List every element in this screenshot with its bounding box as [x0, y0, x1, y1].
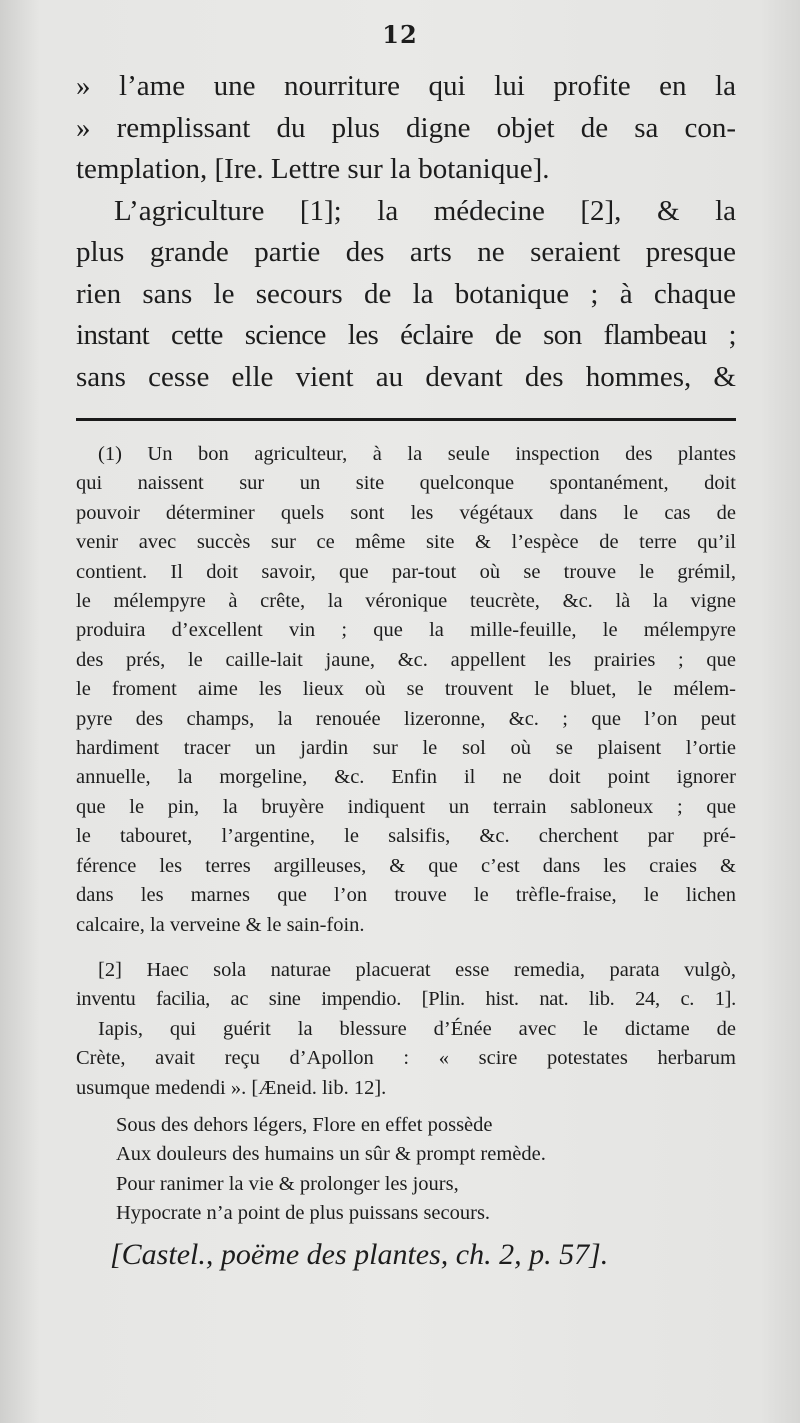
footnote-line: férence les terres argilleuses, & que c’est dans les craies & [76, 854, 736, 877]
footnote-line: usumque medendi ». [Æneid. lib. 12]. [76, 1076, 387, 1099]
footnote-line: le mélempyre à crête, la véronique teucrète, &c. là la vigne [76, 590, 736, 613]
verse-line: Hypocrate n’a point de plus puissans secours. [116, 1202, 491, 1225]
footnote-line: contient. Il doit savoir, que par-tout où se trouve le grémil, [76, 560, 736, 583]
footnote-line: Crète, avait reçu d’Apollon : « scire potestates herbarum [76, 1047, 736, 1070]
main-line: » l’ame une nourriture qui lui profite en la [76, 70, 736, 102]
main-line: » remplissant du plus digne objet de sa con- [76, 111, 736, 144]
main-text [76, 66, 736, 398]
footnote-line: pyre des champs, la renouée lizeronne, &c. ; que l’on peut [76, 707, 736, 730]
footnote-line: que le pin, la bruyère indiquent un terrain sabloneux ; que [76, 795, 736, 818]
footnote-line: (1) Un bon agriculteur, à la seule inspection des plantes [98, 443, 736, 465]
footnote-line: le tabouret, l’argentine, le salsifis, &c. cherchent par pré- [76, 825, 736, 848]
main-line: sans cesse elle vient au devant des hommes, & [76, 360, 736, 393]
main-line: instant cette science les éclaire de son flambeau ; [76, 319, 736, 351]
verse-quotation [76, 1111, 736, 1229]
footnote-line: annuelle, la morgeline, &c. Enfin il ne doit point ignorer [76, 766, 736, 789]
footnote-line: dans les marnes que l’on trouve le trèfle-fraise, le lichen [76, 884, 736, 907]
footnote-line: le froment aime les lieux où se trouvent le bluet, le mélem- [76, 678, 736, 701]
footnote-line: pouvoir déterminer quels sont les végétaux dans le cas de [76, 501, 736, 524]
verse-line: Aux douleurs des humains un sûr & prompt remède. [116, 1143, 546, 1166]
footnote-line: Iapis, qui guérit la blessure d’Énée avec le dictame de [98, 1017, 736, 1040]
footnote-2 [76, 956, 736, 1103]
main-line: plus grande partie des arts ne seraient presque [76, 236, 736, 268]
footnote-line: des prés, le caille-lait jaune, &c. appellent les prairies ; que [76, 648, 736, 671]
footnote-line: inventu facilia, ac sine impendio. [Plin. hist. nat. lib. 24, c. 1]. [76, 988, 736, 1011]
footnote-line: produira d’excellent vin ; que la mille-feuille, le mélempyre [76, 619, 736, 642]
main-line: templation, [Ire. Lettre sur la botanique]. [76, 153, 550, 185]
footnotes [76, 440, 736, 1229]
verse-citation: [Castel., poëme des plantes, ch. 2, p. 57]. [110, 1238, 609, 1271]
verse-line: Pour ranimer la vie & prolonger les jours, [116, 1172, 459, 1195]
main-line: L’agriculture [1]; la médecine [2], & la [114, 194, 736, 227]
footnote-line: calcaire, la verveine & le sain-foin. [76, 913, 365, 936]
verse-line: Sous des dehors légers, Flore en effet possède [116, 1113, 493, 1136]
footnote-line: qui naissent sur un site quelconque spontanément, doit [76, 472, 736, 495]
page-number: 12 [382, 20, 418, 49]
footnote-separator-rule [76, 418, 736, 421]
footnote-line: venir avec succès sur ce même site & l’espèce de terre qu’il [76, 531, 736, 554]
footnote-1 [76, 440, 736, 940]
main-line: rien sans le secours de la botanique ; à chaque [76, 277, 736, 310]
footnote-line: hardiment tracer un jardin sur le sol où se plaisent l’ortie [76, 737, 736, 760]
footnote-line: [2] Haec sola naturae placuerat esse remedia, parata vulgò, [98, 958, 736, 981]
